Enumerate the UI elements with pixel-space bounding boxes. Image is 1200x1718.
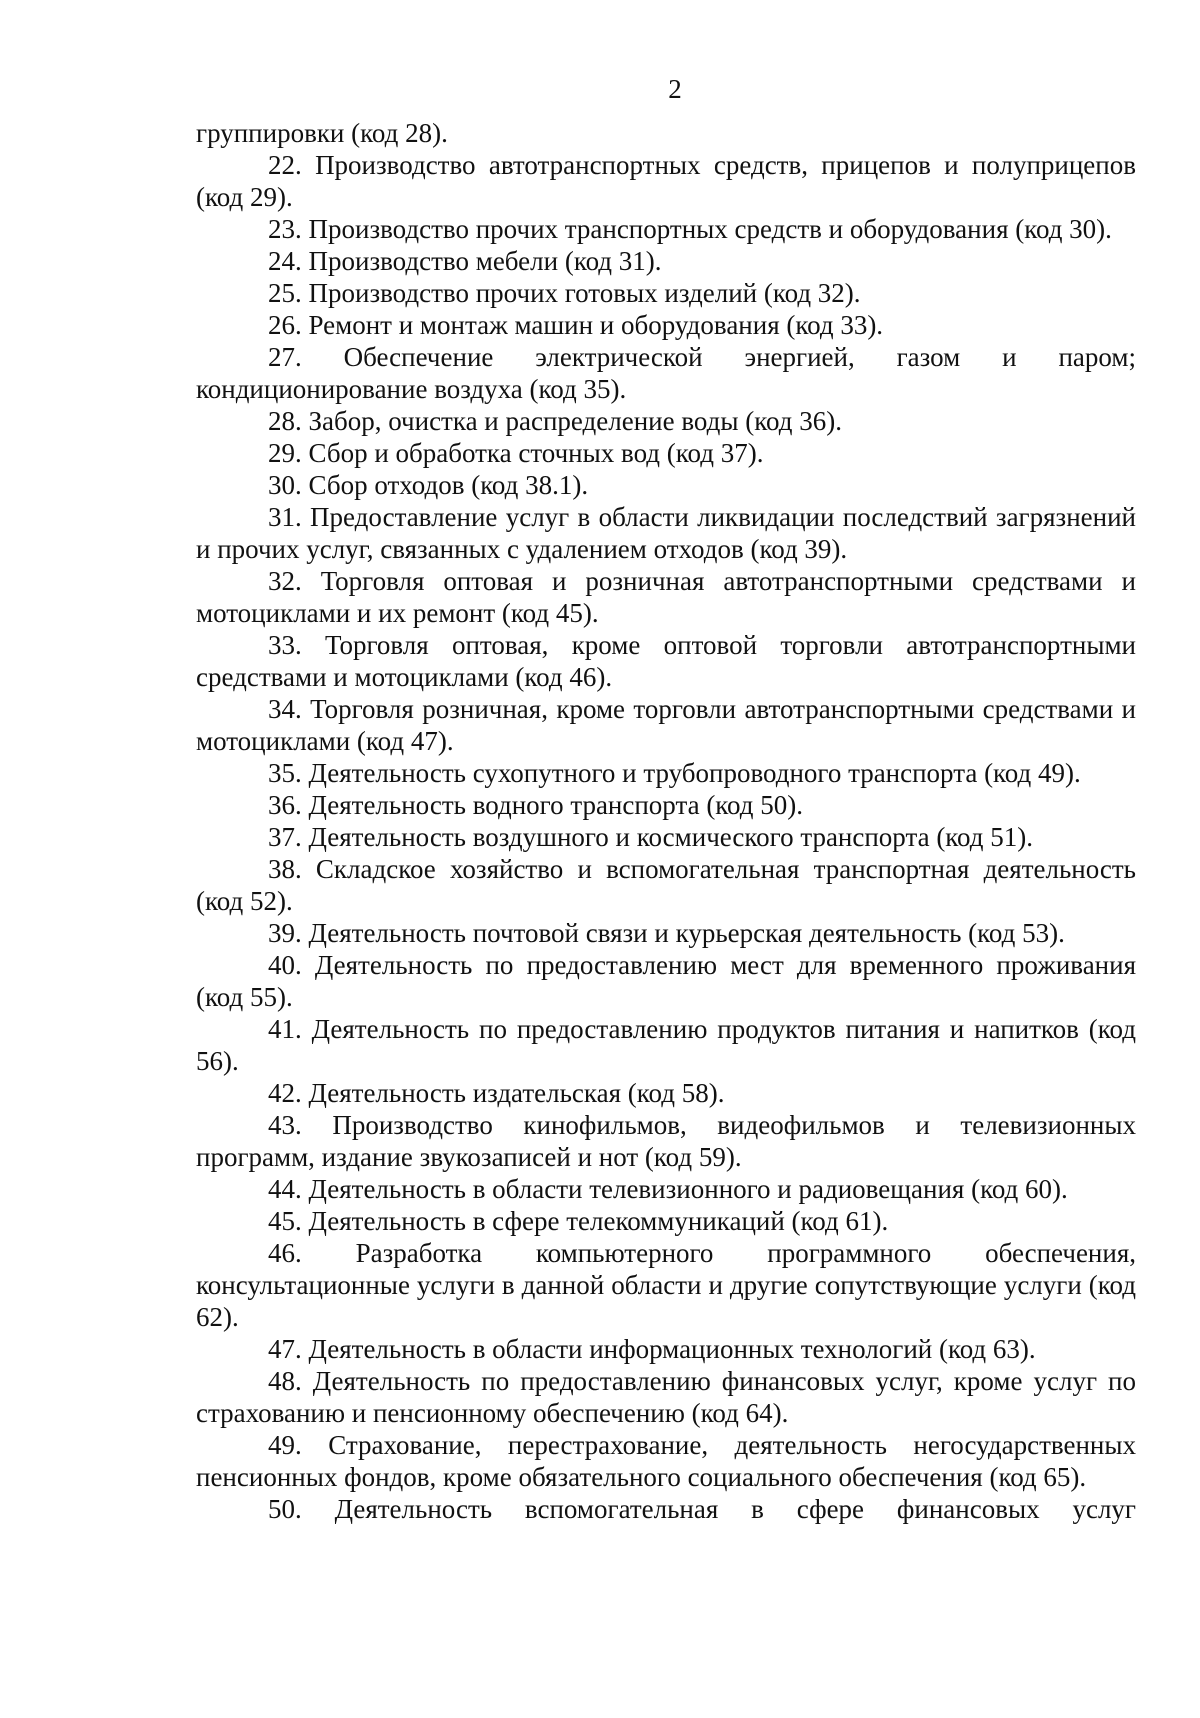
list-item-31: 31. Предоставление услуг в области ликвидации последствий загрязнений и прочих услуг, связанных с удалением отходов (код 39). — [196, 502, 1136, 564]
list-item-47: 47. Деятельность в области информационных технологий (код 63). — [268, 1334, 1036, 1364]
list-item-41: 41. Деятельность по предоставлению продуктов питания и напитков (код 56). — [196, 1014, 1136, 1076]
list-item-35: 35. Деятельность сухопутного и трубопроводного транспорта (код 49). — [268, 758, 1081, 788]
page-number: 2 — [668, 74, 682, 104]
list-item-28: 28. Забор, очистка и распределение воды (код 36). — [268, 406, 842, 436]
list-item-38: 38. Складское хозяйство и вспомогательная транспортная деятельность (код 52). — [196, 854, 1136, 916]
list-item-30: 30. Сбор отходов (код 38.1). — [268, 470, 589, 500]
list-item-34: 34. Торговля розничная, кроме торговли автотранспортными средствами и мотоциклами (код 47). — [196, 694, 1136, 756]
list-item-27: 27. Обеспечение электрической энергией, газом и паром; кондиционирование воздуха (код 35). — [196, 342, 1136, 404]
continuation-paragraph: группировки (код 28). — [196, 118, 448, 148]
list-item-49: 49. Страхование, перестрахование, деятельность негосударственных пенсионных фондов, кроме обязательного социального обеспечения (код 65). — [196, 1430, 1136, 1492]
list-item-37: 37. Деятельность воздушного и космического транспорта (код 51). — [268, 822, 1034, 852]
list-item-29: 29. Сбор и обработка сточных вод (код 37). — [268, 438, 764, 468]
list-item-50: 50. Деятельность вспомогательная в сфере финансовых услуг — [268, 1494, 1136, 1524]
list-item-24: 24. Производство мебели (код 31). — [268, 246, 662, 276]
list-item-46: 46. Разработка компьютерного программного обеспечения, консультационные услуги в данной области и другие сопутствующие услуги (код 62). — [196, 1238, 1136, 1332]
list-item-44: 44. Деятельность в области телевизионного и радиовещания (код 60). — [268, 1174, 1068, 1204]
list-item-40: 40. Деятельность по предоставлению мест для временного проживания (код 55). — [196, 950, 1136, 1012]
list-item-22: 22. Производство автотранспортных средств, прицепов и полуприцепов (код 29). — [196, 150, 1136, 212]
list-item-36: 36. Деятельность водного транспорта (код 50). — [268, 790, 804, 820]
list-item-42: 42. Деятельность издательская (код 58). — [268, 1078, 725, 1108]
list-item-26: 26. Ремонт и монтаж машин и оборудования (код 33). — [268, 310, 884, 340]
list-item-48: 48. Деятельность по предоставлению финансовых услуг, кроме услуг по страхованию и пенсионному обеспечению (код 64). — [196, 1366, 1136, 1428]
list-item-39: 39. Деятельность почтовой связи и курьерская деятельность (код 53). — [268, 918, 1065, 948]
document-body — [196, 117, 1136, 1525]
list-item-45: 45. Деятельность в сфере телекоммуникаций (код 61). — [268, 1206, 889, 1236]
list-item-33: 33. Торговля оптовая, кроме оптовой торговли автотранспортными средствами и мотоциклами (код 46). — [196, 630, 1136, 692]
list-item-32: 32. Торговля оптовая и розничная автотранспортными средствами и мотоциклами и их ремонт (код 45). — [196, 566, 1136, 628]
list-item-23: 23. Производство прочих транспортных средств и оборудования (код 30). — [268, 214, 1112, 244]
list-item-25: 25. Производство прочих готовых изделий (код 32). — [268, 278, 861, 308]
list-item-43: 43. Производство кинофильмов, видеофильмов и телевизионных программ, издание звукозаписей и нот (код 59). — [196, 1110, 1136, 1172]
